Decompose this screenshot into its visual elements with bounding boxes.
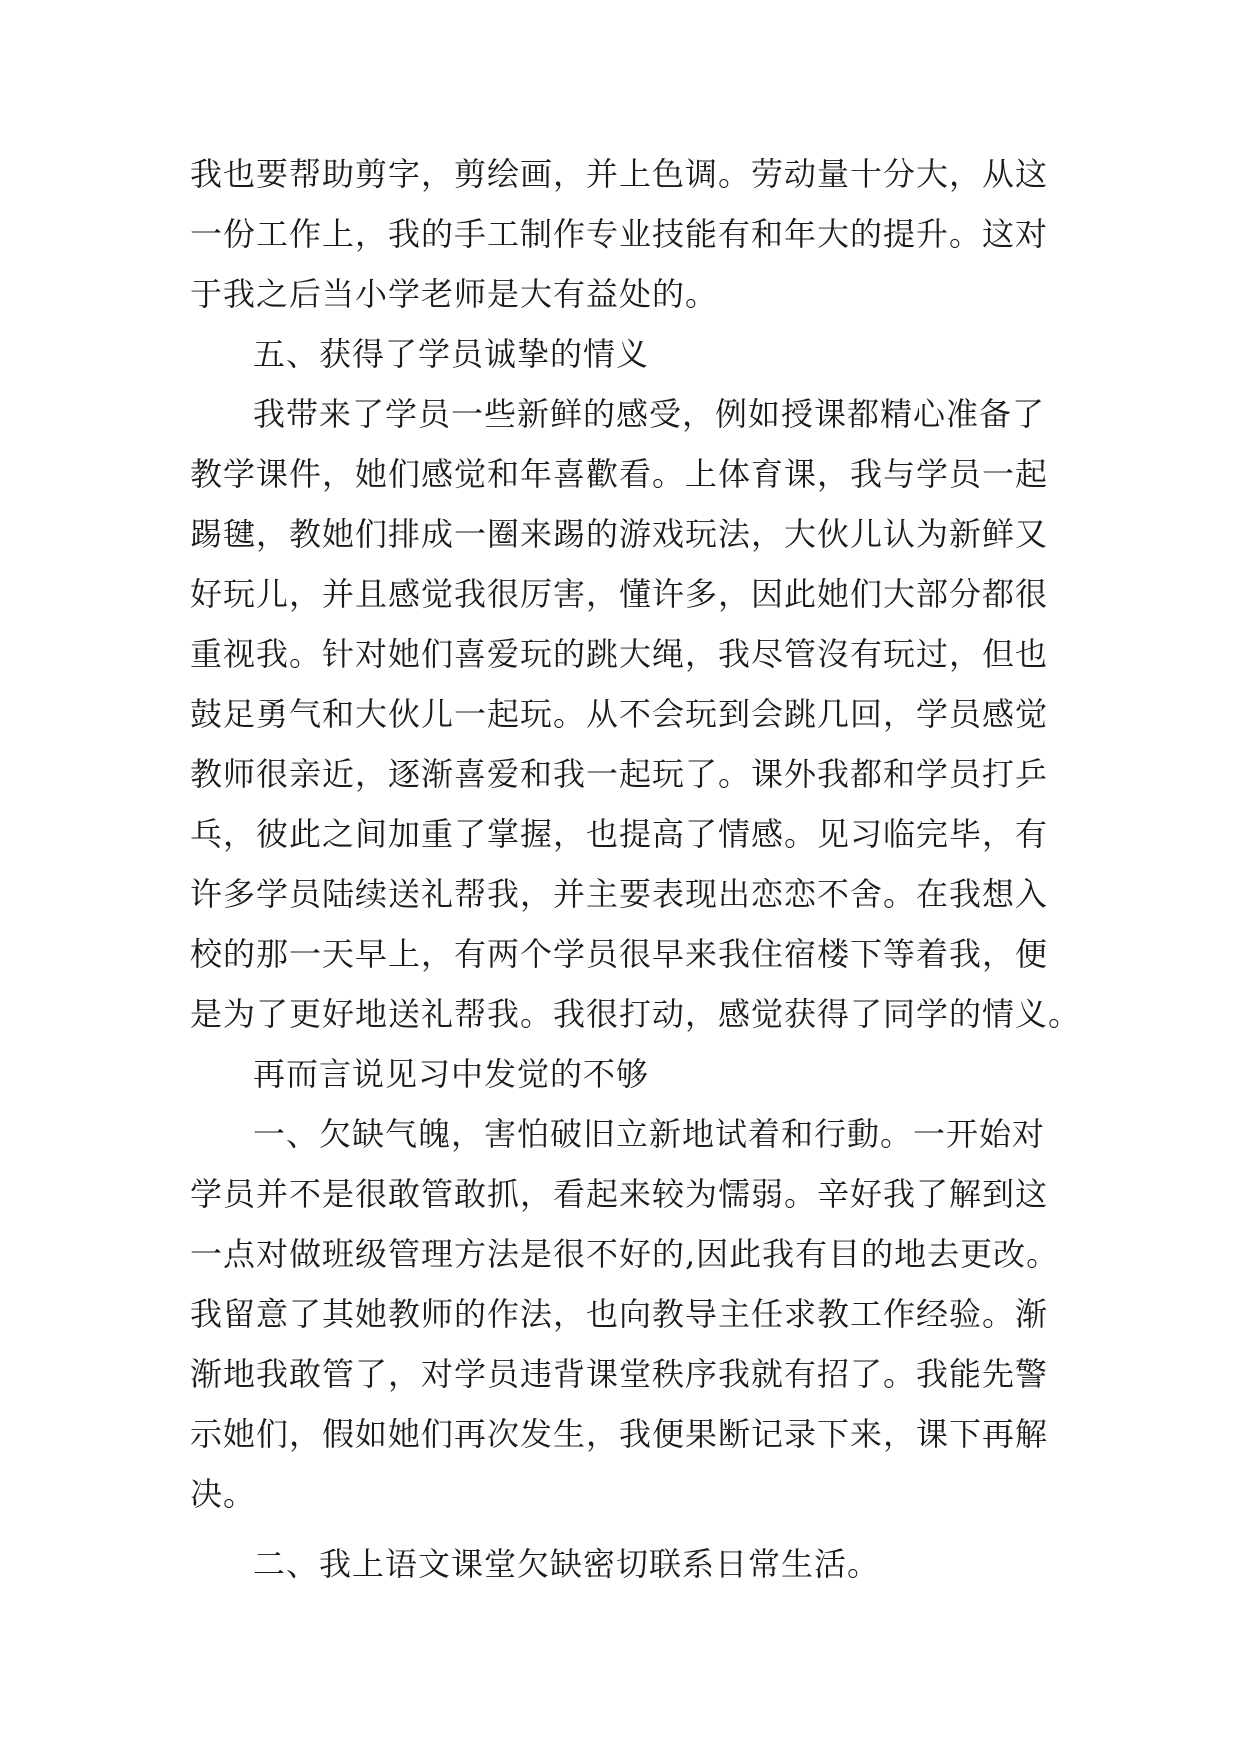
paragraph-line: 于我之后当小学老师是大有益处的。 [190,275,719,313]
paragraph-line: 学员并不是很敢管敢抓，看起来较为懦弱。辛好我了解到这 [190,1175,1049,1213]
paragraph-line: 一点对做班级管理方法是很不好的,因此我有目的地去更改。 [190,1235,1060,1273]
paragraph-line: 重视我。针对她们喜爱玩的跳大绳，我尽管沒有玩过，但也 [190,635,1049,673]
paragraph-line: 我也要帮助剪字，剪绘画，并上色调。劳动量十分大，从这 [190,155,1049,193]
paragraph-line: 教师很亲近，逐渐喜爱和我一起玩了。课外我都和学员打乒 [190,755,1049,793]
section-heading: 再而言说见习中发觉的不够 [253,1055,650,1093]
paragraph-line: 示她们，假如她们再次发生，我便果断记录下来，课下再解 [190,1415,1049,1453]
paragraph-line: 许多学员陆续送礼帮我，并主要表现出恋恋不舍。在我想入 [190,875,1049,913]
paragraph-line: 乓，彼此之间加重了掌握，也提高了情感。见习临完毕，有 [190,815,1049,853]
paragraph-line: 我带来了学员一些新鲜的感受，例如授课都精心准备了 [253,395,1046,433]
paragraph-line: 一份工作上，我的手工制作专业技能有和年大的提升。这对 [190,215,1049,253]
paragraph-line: 一、欠缺气魄，害怕破旧立新地试着和行動。一开始对 [253,1115,1046,1153]
paragraph-line: 教学课件，她们感觉和年喜歡看。上体育课，我与学员一起 [190,455,1049,493]
paragraph-line: 渐地我敢管了，对学员违背课堂秩序我就有招了。我能先警 [190,1355,1049,1393]
paragraph-line: 鼓足勇气和大伙儿一起玩。从不会玩到会跳几回，学员感觉 [190,695,1049,733]
section-heading: 五、获得了学员诚挚的情义 [253,335,650,373]
paragraph-line: 好玩儿，并且感觉我很厉害，懂许多，因此她们大部分都很 [190,575,1049,613]
paragraph-line: 决。 [190,1475,257,1513]
paragraph-line: 踢毽，教她们排成一圈来踢的游戏玩法，大伙儿认为新鲜又 [190,515,1049,553]
paragraph-line: 校的那一天早上，有两个学员很早来我住宿楼下等着我，便 [190,935,1049,973]
paragraph-line: 是为了更好地送礼帮我。我很打动，感觉获得了同学的情义。 [190,995,1082,1033]
paragraph-line: 二、我上语文课堂欠缺密切联系日常生活。 [253,1545,881,1583]
paragraph-line: 我留意了其她教师的作法，也向教导主任求教工作经验。渐 [190,1295,1049,1333]
